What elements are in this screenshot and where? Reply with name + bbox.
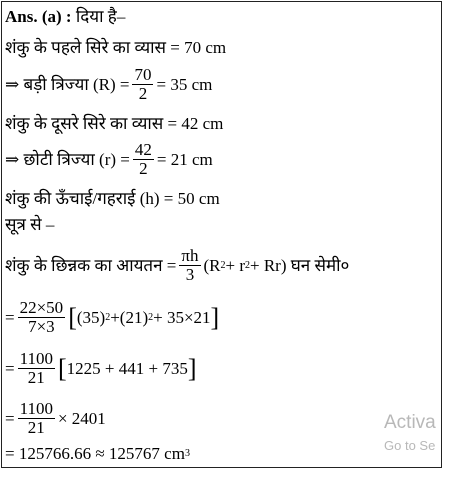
fraction-numerator: 42 — [134, 140, 152, 159]
step3-fraction — [18, 400, 55, 437]
step2-line — [5, 350, 197, 387]
activate-watermark-subtitle: Go to Se — [384, 438, 436, 453]
close-bracket: ] — [210, 302, 220, 332]
step2-body: 1225 + 441 + 735 — [66, 358, 188, 378]
fraction-denominator: 21 — [27, 368, 45, 387]
small-radius-fraction — [133, 141, 154, 178]
small-radius-suffix: = 21 cm — [156, 149, 213, 169]
height-line: शंकु की ऊँचाई/गहराई (h) = 50 cm — [5, 189, 220, 208]
open-bracket: [ — [57, 353, 67, 383]
fraction-denominator: 2 — [138, 84, 148, 103]
fraction-numerator: 1100 — [19, 399, 53, 418]
volume-plus-r: + r — [225, 255, 245, 275]
small-radius-line — [5, 141, 213, 178]
fraction-numerator: 70 — [134, 65, 152, 84]
given-label: दिया है– — [75, 7, 126, 26]
fraction-numerator: 1100 — [19, 349, 53, 368]
big-radius-prefix: ⇒ बड़ी त्रिज्या (R) = — [5, 74, 130, 94]
step1-term2: (21) — [119, 307, 149, 327]
equals-sign: = — [5, 307, 15, 327]
result-line — [5, 444, 190, 464]
step1-plus: + — [110, 307, 120, 327]
first-diameter-line: शंकु के पहले सिरे का व्यास = 70 cm — [5, 38, 227, 57]
step1-fraction — [18, 299, 66, 336]
volume-prefix: शंकु के छिन्नक का आयतन = — [5, 255, 177, 275]
step3-line — [5, 400, 106, 437]
formula-intro: सूत्र से – — [5, 215, 55, 234]
exponent: 2 — [245, 259, 250, 271]
equals-sign: = — [5, 408, 15, 428]
step1-rest: + 35×21 — [153, 307, 211, 327]
volume-expr-close: + Rr) — [250, 255, 287, 275]
volume-unit: घन सेमी० — [290, 255, 350, 275]
result-text: = 125766.66 ≈ 125767 cm — [5, 444, 185, 463]
fraction-numerator: 22×50 — [19, 298, 64, 317]
second-diameter-line: शंकु के दूसरे सिरे का व्यास = 42 cm — [5, 114, 224, 133]
activate-watermark-title: Activa — [384, 412, 436, 433]
fraction-denominator: 7×3 — [28, 317, 55, 336]
step2-fraction — [18, 350, 55, 387]
step3-rest: × 2401 — [57, 408, 106, 428]
volume-formula-line — [5, 247, 349, 284]
big-radius-line — [5, 66, 212, 103]
fraction-denominator: 3 — [185, 265, 195, 284]
exponent: 2 — [105, 311, 111, 323]
exponent: 3 — [184, 448, 190, 459]
step1-line — [5, 299, 219, 336]
big-radius-fraction — [132, 66, 153, 103]
answer-heading — [5, 7, 125, 27]
volume-fraction — [179, 247, 200, 284]
step1-term1: (35) — [76, 307, 106, 327]
exponent: 2 — [148, 311, 154, 323]
answer-label: Ans. (a) : — [5, 7, 72, 26]
big-radius-suffix: = 35 cm — [156, 74, 213, 94]
equals-sign: = — [5, 358, 15, 378]
fraction-denominator: 2 — [139, 159, 148, 178]
exponent: 2 — [220, 259, 226, 271]
small-radius-prefix: ⇒ छोटी त्रिज्या (r) = — [5, 149, 130, 169]
close-bracket: ] — [187, 353, 197, 383]
fraction-denominator: 21 — [27, 418, 45, 437]
open-bracket: [ — [68, 302, 77, 332]
volume-expr-open: (R — [203, 255, 221, 275]
fraction-numerator: πh — [181, 246, 199, 265]
